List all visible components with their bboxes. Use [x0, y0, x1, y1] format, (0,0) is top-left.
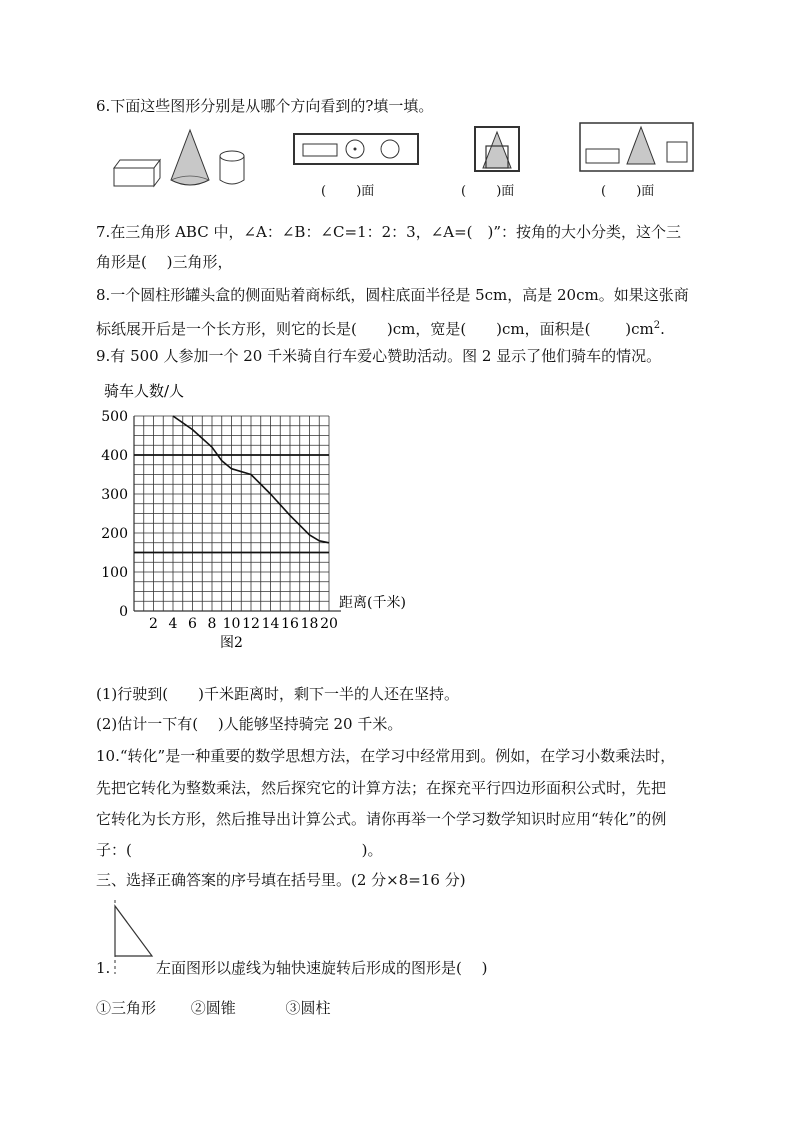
q10-line1: 10.“转化”是一种重要的数学思想方法，在学习中经常用到。例如，在学习小数乘法时， [96, 747, 676, 765]
right-triangle-figure [108, 900, 160, 976]
view-1-answer: ( )面 [321, 184, 375, 199]
cone-icon [171, 130, 209, 185]
q7-line2: 角形是( )三角形， [96, 253, 233, 271]
x-tick-label: 16 [281, 616, 299, 632]
s3-q1-text: 左面图形以虚线为轴快速旋转后形成的图形是( ) [156, 959, 488, 977]
x-tick-label: 12 [242, 616, 260, 632]
q10-line4: 子：( )。 [96, 841, 383, 859]
x-tick-label: 20 [320, 616, 338, 632]
rectangle-shape [586, 149, 619, 163]
rectangle-shape [303, 144, 337, 156]
y-tick-label: 400 [101, 448, 128, 464]
x-axis-label: 距离(千米) [339, 595, 406, 611]
y-tick-label: 200 [101, 526, 128, 542]
y-tick-label: 100 [101, 565, 128, 581]
x-tick-label: 18 [300, 616, 319, 632]
y-tick-label: 300 [101, 487, 128, 503]
q9-sub2: (2)估计一下有( )人能够坚持骑完 20 千米。 [96, 715, 403, 733]
x-tick-label: 6 [188, 616, 197, 632]
q9-sub1: (1)行驶到( )千米距离时，剩下一半的人还在坚持。 [96, 685, 459, 703]
cylinder-icon [220, 151, 244, 184]
x-tick-label: 14 [261, 616, 280, 632]
s3-q1-number: 1. [96, 959, 111, 977]
view-box-3 [579, 122, 694, 172]
x-tick-label: 4 [168, 616, 178, 632]
square-shape [667, 142, 687, 162]
line-chart [90, 378, 420, 653]
cuboid-icon [114, 160, 160, 186]
section3-heading: 三、选择正确答案的序号填在括号里。(2 分×8=16 分) [96, 871, 466, 889]
q8-line2: 标纸展开后是一个长方形，则它的长是( )cm，宽是( )cm，面积是( )$cm^2$. [96, 320, 665, 338]
x-tick-label: 2 [149, 616, 158, 632]
y-tick-label: 0 [119, 604, 128, 620]
triangle-shape [115, 906, 152, 956]
y-axis-label: 骑车人数/人 [104, 382, 185, 400]
s3-q1-options: ①三角形 ②圆锥 ③圆柱 [96, 999, 331, 1017]
q6-question: 6.下面这些图形分别是从哪个方向看到的?填一填。 [96, 97, 434, 115]
view-3-answer: ( )面 [601, 184, 655, 199]
q8-line1: 8.一个圆柱形罐头盒的侧面贴着商标纸，圆柱底面半径是 5cm，高是 20cm。如果这张商 [96, 286, 689, 304]
q10-line2: 先把它转化为整数乘法，然后探究它的计算方法；在探充平行四边形面积公式时，先把 [96, 779, 667, 797]
view-box-2 [474, 126, 520, 172]
circle-shape [381, 140, 399, 158]
x-tick-label: 8 [207, 616, 217, 632]
chart-caption: 图2 [220, 635, 243, 651]
view-2-answer: ( )面 [461, 184, 515, 199]
view-box-1 [293, 133, 419, 165]
x-tick-label: 10 [222, 616, 241, 632]
q10-line3: 它转化为长方形，然后推导出计算公式。请你再举一个学习数学知识时应用“转化”的例 [96, 810, 667, 828]
q9-question: 9.有 500 人参加一个 20 千米骑自行车爱心赞助活动。图 2 显示了他们骑车的情况。 [96, 347, 662, 365]
solids-illustration [110, 126, 250, 188]
y-tick-label: 500 [101, 409, 128, 425]
q7-line1: 7.在三角形 ABC 中，∠A：∠B：∠C=1：2：3，∠A=( )”：按角的大小分类，这个三 [96, 223, 682, 241]
